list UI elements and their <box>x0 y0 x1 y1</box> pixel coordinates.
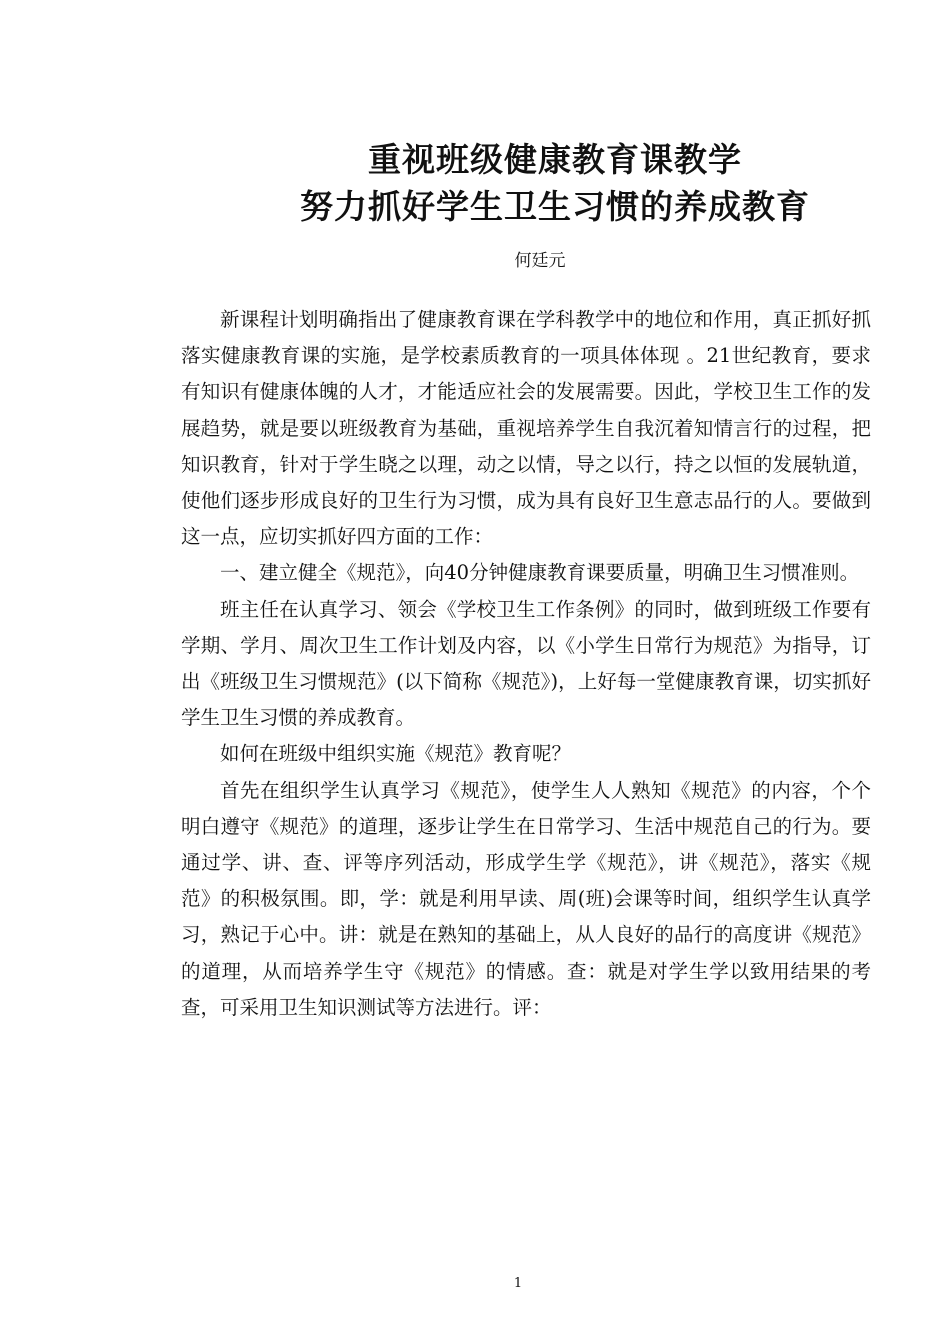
paragraph-section-1-heading: 一、建立健全《规范》，向40分钟健康教育课要质量，明确卫生习惯准则。 <box>220 561 860 585</box>
paragraph-intro: 新课程计划明确指出了健康教育课在学科教学中的地位和作用，真正抓好抓落实健康教育课的实施，是学校素质教育的一项具体体现 。21世纪教育，要求有知识有健康体魄的人才，才能适应社会的发展需要。因此，学校卫生工作的发展趋势，就是要以班级教育为基础，重视培养学生自我沉着知情言行的过程，把知识教育，针对于学生晓之以理，动之以情，导之以行，持之以恒的发展轨道，使他们逐步形成良好的卫生行为习惯，成为具有良好卫生意志品行的人。要做到这一点，应切实抓好四方面的工作： <box>181 308 871 549</box>
body-text <box>181 302 871 1026</box>
title-line-2: 努力抓好学生卫生习惯的养成教育 <box>300 187 810 226</box>
title-line-1: 重视班级健康教育课教学 <box>368 140 742 179</box>
paragraph-first-steps: 首先在组织学生认真学习《规范》，使学生人人熟知《规范》的内容，个个明白遵守《规范》的道理，逐步让学生在日常学习、生活中规范自己的行为。要通过学、讲、查、评等序列活动，形成学生学《规范》，讲《规范》，落实《规范》的积极氛围。即，学：就是利用早读、周(班)会课等时间，组织学生认真学习，熟记于心中。讲：就是在熟知的基础上，从人良好的品行的高度讲《规范》的道理，从而培养学生守《规范》的情感。查：就是对学生学以致用结果的考查，可采用卫生知识测试等方法进行。评： <box>181 778 871 1019</box>
page-number: 1 <box>513 1276 523 1291</box>
author-name: 何廷元 <box>514 251 566 271</box>
paragraph-question: 如何在班级中组织实施《规范》教育呢？ <box>220 742 572 766</box>
paragraph-class-teacher: 班主任在认真学习、领会《学校卫生工作条例》的同时，做到班级工作要有学期、学月、周次卫生工作计划及内容，以《小学生日常行为规范》为指导，订出《班级卫生习惯规范》(以下简称《规范》)，上好每一堂健康教育课，切实抓好学生卫生习惯的养成教育。 <box>181 597 871 730</box>
